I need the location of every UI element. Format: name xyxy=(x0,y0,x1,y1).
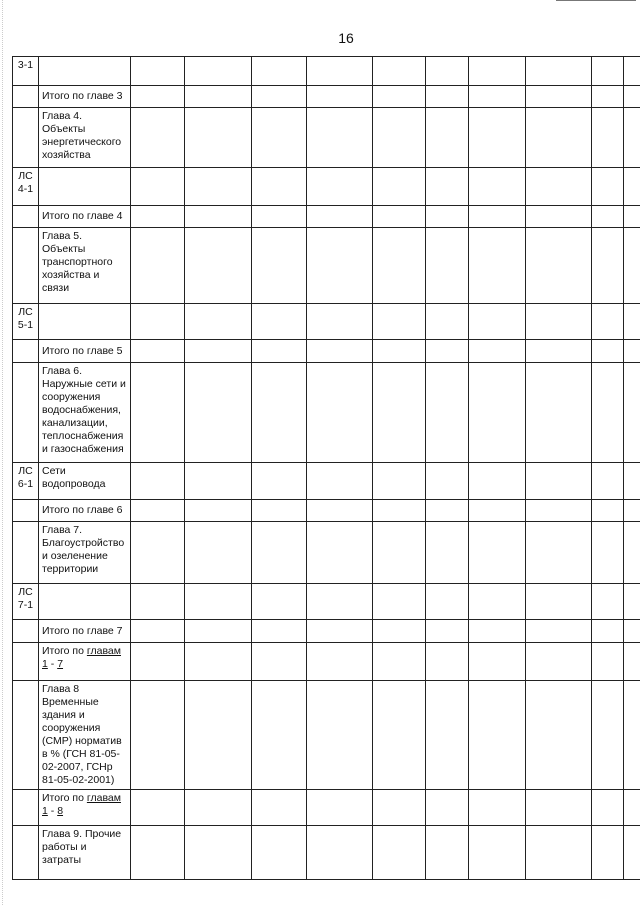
empty-cell xyxy=(469,522,526,584)
row-code xyxy=(13,500,39,522)
empty-cell xyxy=(592,522,624,584)
empty-cell xyxy=(185,363,252,463)
empty-cell xyxy=(185,681,252,790)
row-name: Глава 9. Прочие работы и затраты xyxy=(39,826,131,880)
top-rule xyxy=(556,0,636,1)
empty-cell xyxy=(252,463,307,500)
empty-cell xyxy=(526,86,592,108)
empty-cell xyxy=(307,522,373,584)
empty-cell xyxy=(131,500,185,522)
empty-cell xyxy=(426,86,469,108)
empty-cell xyxy=(469,168,526,206)
empty-cell xyxy=(526,340,592,363)
table-row xyxy=(13,86,640,108)
row-name xyxy=(39,643,131,681)
empty-cell xyxy=(624,643,640,681)
row-code xyxy=(13,108,39,168)
empty-cell xyxy=(307,228,373,304)
name-part: Итого по xyxy=(42,792,87,804)
name-part: - xyxy=(47,658,58,670)
empty-cell xyxy=(624,522,640,584)
empty-cell xyxy=(131,620,185,643)
row-name: Итого по главе 6 xyxy=(39,500,131,522)
empty-cell xyxy=(469,108,526,168)
empty-cell xyxy=(469,500,526,522)
empty-cell xyxy=(373,790,426,826)
empty-cell xyxy=(185,57,252,86)
empty-cell xyxy=(469,584,526,620)
empty-cell xyxy=(252,340,307,363)
empty-cell xyxy=(592,620,624,643)
empty-cell xyxy=(373,620,426,643)
table-row xyxy=(13,363,640,463)
empty-cell xyxy=(185,168,252,206)
empty-cell xyxy=(131,206,185,228)
empty-cell xyxy=(592,86,624,108)
table-row xyxy=(13,108,640,168)
empty-cell xyxy=(373,168,426,206)
empty-cell xyxy=(526,304,592,340)
empty-cell xyxy=(426,584,469,620)
empty-cell xyxy=(526,108,592,168)
empty-cell xyxy=(131,790,185,826)
name-part: - xyxy=(47,805,58,817)
empty-cell xyxy=(592,643,624,681)
table-row xyxy=(13,500,640,522)
empty-cell xyxy=(252,620,307,643)
empty-cell xyxy=(469,681,526,790)
empty-cell xyxy=(373,228,426,304)
page-number: 16 xyxy=(338,30,354,46)
empty-cell xyxy=(373,463,426,500)
empty-cell xyxy=(526,522,592,584)
row-name: Итого по главе 7 xyxy=(39,620,131,643)
empty-cell xyxy=(624,206,640,228)
empty-cell xyxy=(469,620,526,643)
empty-cell xyxy=(373,206,426,228)
empty-cell xyxy=(252,643,307,681)
empty-cell xyxy=(469,228,526,304)
empty-cell xyxy=(373,340,426,363)
empty-cell xyxy=(373,86,426,108)
row-name: Итого по главе 4 xyxy=(39,206,131,228)
empty-cell xyxy=(624,304,640,340)
empty-cell xyxy=(131,363,185,463)
empty-cell xyxy=(307,206,373,228)
empty-cell xyxy=(624,363,640,463)
empty-cell xyxy=(624,108,640,168)
empty-cell xyxy=(307,643,373,681)
table-row xyxy=(13,463,640,500)
empty-cell xyxy=(592,463,624,500)
empty-cell xyxy=(426,681,469,790)
empty-cell xyxy=(469,206,526,228)
name-part-underlined: главам xyxy=(86,645,121,657)
table-row xyxy=(13,57,640,86)
row-code: ЛС 7-1 xyxy=(13,584,39,620)
empty-cell xyxy=(131,86,185,108)
empty-cell xyxy=(526,584,592,620)
empty-cell xyxy=(185,86,252,108)
row-name xyxy=(39,168,131,206)
empty-cell xyxy=(185,463,252,500)
empty-cell xyxy=(592,57,624,86)
empty-cell xyxy=(131,584,185,620)
empty-cell xyxy=(185,340,252,363)
row-code: 3-1 xyxy=(13,57,39,86)
empty-cell xyxy=(307,304,373,340)
empty-cell xyxy=(131,340,185,363)
empty-cell xyxy=(373,500,426,522)
table-row xyxy=(13,206,640,228)
empty-cell xyxy=(526,500,592,522)
empty-cell xyxy=(469,463,526,500)
name-part-underlined: 7 xyxy=(57,658,64,670)
row-name: Сети водопровода xyxy=(39,463,131,500)
empty-cell xyxy=(252,790,307,826)
empty-cell xyxy=(592,500,624,522)
empty-cell xyxy=(252,86,307,108)
empty-cell xyxy=(185,826,252,880)
empty-cell xyxy=(373,584,426,620)
row-code xyxy=(13,681,39,790)
name-part-underlined: главам xyxy=(86,792,121,804)
empty-cell xyxy=(307,363,373,463)
empty-cell xyxy=(624,340,640,363)
empty-cell xyxy=(373,522,426,584)
empty-cell xyxy=(624,500,640,522)
empty-cell xyxy=(373,108,426,168)
empty-cell xyxy=(252,168,307,206)
empty-cell xyxy=(185,643,252,681)
empty-cell xyxy=(252,108,307,168)
empty-cell xyxy=(373,643,426,681)
empty-cell xyxy=(373,363,426,463)
empty-cell xyxy=(252,826,307,880)
empty-cell xyxy=(624,228,640,304)
empty-cell xyxy=(426,790,469,826)
row-name xyxy=(39,584,131,620)
empty-cell xyxy=(252,206,307,228)
row-code xyxy=(13,228,39,304)
row-name xyxy=(39,790,131,826)
row-code xyxy=(13,826,39,880)
row-name: Глава 4. Объекты энергетического хозяйства xyxy=(39,108,131,168)
table-row xyxy=(13,790,640,826)
empty-cell xyxy=(426,620,469,643)
empty-cell xyxy=(185,584,252,620)
empty-cell xyxy=(624,620,640,643)
row-code xyxy=(13,363,39,463)
row-code: ЛС 5-1 xyxy=(13,304,39,340)
empty-cell xyxy=(426,340,469,363)
row-code: ЛС 6-1 xyxy=(13,463,39,500)
row-code xyxy=(13,620,39,643)
row-code xyxy=(13,340,39,363)
empty-cell xyxy=(185,304,252,340)
empty-cell xyxy=(592,790,624,826)
empty-cell xyxy=(526,643,592,681)
empty-cell xyxy=(469,57,526,86)
row-code: ЛС 4-1 xyxy=(13,168,39,206)
empty-cell xyxy=(185,620,252,643)
empty-cell xyxy=(373,681,426,790)
table-row xyxy=(13,228,640,304)
table-row xyxy=(13,168,640,206)
table-row xyxy=(13,304,640,340)
empty-cell xyxy=(252,363,307,463)
row-code xyxy=(13,790,39,826)
empty-cell xyxy=(185,522,252,584)
name-part: Итого по xyxy=(42,645,87,657)
empty-cell xyxy=(307,620,373,643)
empty-cell xyxy=(373,826,426,880)
empty-cell xyxy=(131,304,185,340)
empty-cell xyxy=(592,681,624,790)
empty-cell xyxy=(426,168,469,206)
row-name: Глава 5. Объекты транспортного хозяйства и связи xyxy=(39,228,131,304)
empty-cell xyxy=(307,584,373,620)
empty-cell xyxy=(252,57,307,86)
empty-cell xyxy=(426,500,469,522)
name-part-underlined: 1 xyxy=(42,658,48,670)
row-name: Глава 7. Благоустройство и озеленение территории xyxy=(39,522,131,584)
empty-cell xyxy=(373,304,426,340)
empty-cell xyxy=(526,168,592,206)
empty-cell xyxy=(185,206,252,228)
row-name: Итого по главе 3 xyxy=(39,86,131,108)
empty-cell xyxy=(307,463,373,500)
empty-cell xyxy=(592,363,624,463)
empty-cell xyxy=(469,826,526,880)
empty-cell xyxy=(469,304,526,340)
empty-cell xyxy=(526,790,592,826)
row-name xyxy=(39,304,131,340)
empty-cell xyxy=(426,826,469,880)
empty-cell xyxy=(307,340,373,363)
row-code xyxy=(13,522,39,584)
empty-cell xyxy=(131,108,185,168)
empty-cell xyxy=(469,643,526,681)
name-part-underlined: 1 xyxy=(42,805,48,817)
empty-cell xyxy=(526,363,592,463)
empty-cell xyxy=(131,168,185,206)
table-row xyxy=(13,340,640,363)
empty-cell xyxy=(131,57,185,86)
empty-cell xyxy=(592,206,624,228)
empty-cell xyxy=(469,790,526,826)
empty-cell xyxy=(624,86,640,108)
empty-cell xyxy=(526,228,592,304)
empty-cell xyxy=(252,228,307,304)
empty-cell xyxy=(307,108,373,168)
empty-cell xyxy=(592,228,624,304)
row-code xyxy=(13,643,39,681)
empty-cell xyxy=(131,643,185,681)
empty-cell xyxy=(252,584,307,620)
name-part-underlined: 8 xyxy=(57,805,64,817)
empty-cell xyxy=(131,522,185,584)
table-row xyxy=(13,826,640,880)
empty-cell xyxy=(426,228,469,304)
empty-cell xyxy=(426,463,469,500)
empty-cell xyxy=(307,500,373,522)
row-name: Глава 6. Наружные сети и сооружения водоснабжения, канализации, теплоснабжения и газоснабжения xyxy=(39,363,131,463)
empty-cell xyxy=(185,228,252,304)
empty-cell xyxy=(252,522,307,584)
scan-edge xyxy=(2,0,4,905)
empty-cell xyxy=(307,168,373,206)
empty-cell xyxy=(526,826,592,880)
empty-cell xyxy=(426,304,469,340)
empty-cell xyxy=(307,86,373,108)
row-name xyxy=(39,57,131,86)
empty-cell xyxy=(526,463,592,500)
empty-cell xyxy=(526,57,592,86)
empty-cell xyxy=(624,463,640,500)
empty-cell xyxy=(624,681,640,790)
empty-cell xyxy=(426,57,469,86)
empty-cell xyxy=(624,826,640,880)
empty-cell xyxy=(131,826,185,880)
empty-cell xyxy=(624,584,640,620)
row-name: Итого по главе 5 xyxy=(39,340,131,363)
empty-cell xyxy=(131,463,185,500)
empty-cell xyxy=(252,304,307,340)
empty-cell xyxy=(426,643,469,681)
empty-cell xyxy=(526,206,592,228)
empty-cell xyxy=(252,500,307,522)
empty-cell xyxy=(624,168,640,206)
empty-cell xyxy=(469,340,526,363)
empty-cell xyxy=(252,681,307,790)
empty-cell xyxy=(307,681,373,790)
empty-cell xyxy=(592,168,624,206)
empty-cell xyxy=(426,363,469,463)
empty-cell xyxy=(185,790,252,826)
empty-cell xyxy=(592,304,624,340)
empty-cell xyxy=(592,826,624,880)
empty-cell xyxy=(185,108,252,168)
empty-cell xyxy=(185,500,252,522)
empty-cell xyxy=(592,584,624,620)
table-row xyxy=(13,643,640,681)
empty-cell xyxy=(526,620,592,643)
empty-cell xyxy=(426,206,469,228)
empty-cell xyxy=(469,363,526,463)
empty-cell xyxy=(307,57,373,86)
empty-cell xyxy=(426,522,469,584)
empty-cell xyxy=(307,826,373,880)
table-row xyxy=(13,620,640,643)
empty-cell xyxy=(131,681,185,790)
estimate-table xyxy=(12,56,640,880)
empty-cell xyxy=(307,790,373,826)
table-row xyxy=(13,681,640,790)
empty-cell xyxy=(592,108,624,168)
empty-cell xyxy=(373,57,426,86)
row-code xyxy=(13,86,39,108)
empty-cell xyxy=(131,228,185,304)
empty-cell xyxy=(469,86,526,108)
empty-cell xyxy=(526,681,592,790)
empty-cell xyxy=(592,340,624,363)
row-name: Глава 8 Временные здания и сооружения (СМР) норматив в % (ГСН 81-05-02-2007, ГСНр 81-05-02-2001) xyxy=(39,681,131,790)
empty-cell xyxy=(624,57,640,86)
empty-cell xyxy=(426,108,469,168)
row-code xyxy=(13,206,39,228)
table-row xyxy=(13,584,640,620)
table-row xyxy=(13,522,640,584)
empty-cell xyxy=(624,790,640,826)
